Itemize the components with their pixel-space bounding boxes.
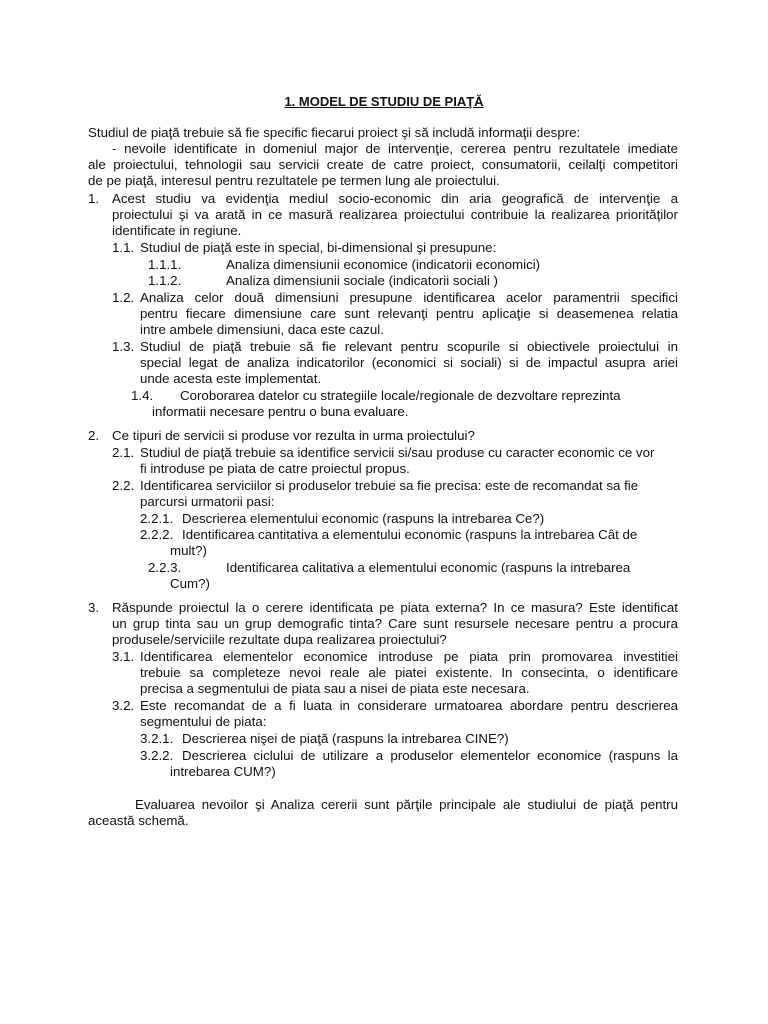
subsection-number: 3.1.: [112, 649, 135, 664]
subsubsection-line: Descrierea ciclului de utilizare a produselor elementelor economice (raspuns la: [182, 748, 678, 763]
subsection-number: 2.1.: [112, 445, 135, 460]
section-line: identificate in regiune.: [112, 223, 242, 238]
intro-line: Studiul de piaţă trebuie să fie specific fiecarui proiect şi să includă informaţii despre:: [88, 125, 581, 140]
subsection-number: 1.3.: [112, 339, 135, 354]
section-number: 2.: [88, 428, 100, 443]
subsection-number: 3.2.: [112, 698, 135, 713]
subsubsection-number: 2.2.1.: [140, 511, 174, 526]
subsubsection-number: 1.1.2.: [148, 273, 182, 288]
closing-line: Evaluarea nevoilor şi Analiza cererii sunt părţile principale ale studiului de piaţă pentru: [135, 797, 678, 812]
subsection-line: Analiza celor două dimensiuni presupune identificarea acelor paramentrii specifici: [140, 290, 678, 305]
subsection-line: unde acesta este implementat.: [140, 371, 322, 386]
subsubsection-line: mult?): [170, 543, 207, 558]
subsection-line: Identificarea elementelor economice introduse pe piata prin promovarea investitiei: [140, 649, 678, 664]
subsubsection-number: 2.2.2.: [140, 527, 174, 542]
section-number: 1.: [88, 191, 100, 206]
subsection-number: 2.2.: [112, 478, 135, 493]
subsection-line: Studiul de piaţă trebuie să fie relevant pentru scopurile si obiectivele proiectului in: [140, 339, 678, 354]
section-line: Răspunde proiectul la o cerere identificata pe piata externa? In ce masura? Este identificat: [112, 600, 678, 615]
intro-line: ale proiectului, tehnologii sau servicii create de catre proiect, consumatorii, ceilalţi competitori: [88, 157, 678, 172]
subsection-line: parcursi urmatorii pasi:: [140, 494, 275, 509]
subsubsection-line: Descrierea nişei de piaţă (raspuns la intrebarea CINE?): [182, 731, 509, 746]
subsection-line: Studiul de piaţă este in special, bi-dimensional şi presupune:: [140, 240, 497, 255]
subsection-number: 1.1.: [112, 240, 135, 255]
subsubsection-line: Identificarea calitativa a elementului economic (raspuns la intrebarea: [226, 560, 631, 575]
subsection-line: Studiul de piaţă trebuie sa identifice servicii si/sau produse cu caracter economic ce vor: [140, 445, 655, 460]
subsubsection-number: 3.2.1.: [140, 731, 174, 746]
subsubsection-number: 1.1.1.: [148, 257, 182, 272]
subsection-line: fi introduse pe piata de catre proiectul propus.: [140, 461, 410, 476]
section-line: proiectului şi va arată in ce masură realizarea proiectului contribuie la realizarea priorităţilor: [112, 207, 678, 222]
subsection-number: 1.2.: [112, 290, 135, 305]
subsection-line: intre ambele dimensiuni, daca este cazul.: [140, 322, 384, 337]
page-title: 1. MODEL DE STUDIU DE PIAŢĂ: [284, 94, 484, 109]
subsection-line: Coroborarea datelor cu strategiile locale/regionale de dezvoltare reprezinta: [180, 388, 621, 403]
intro-line: - nevoile identificate in domeniul major de intervenţie, cererea pentru rezultatele imediate: [112, 141, 678, 156]
subsection-line: trebuie sa completeze nevoi reale ale piatei existente. In consecinta, o identificare: [140, 665, 678, 680]
closing-line: această schemă.: [88, 813, 189, 828]
subsubsection-line: Analiza dimensiunii sociale (indicatorii sociali ): [226, 273, 498, 288]
section-line: Ce tipuri de servicii si produse vor rezulta in urma proiectului?: [112, 428, 475, 443]
subsection-number: 1.4.: [131, 388, 154, 403]
subsubsection-line: Identificarea cantitativa a elementului economic (raspuns la intrebarea Cât de: [182, 527, 638, 542]
section-number: 3.: [88, 600, 100, 615]
intro-line: de pe piaţă, interesul pentru rezultatele pe termen lung ale proiectului.: [88, 173, 500, 188]
subsubsection-number: 2.2.3.: [148, 560, 182, 575]
subsubsection-number: 3.2.2.: [140, 748, 174, 763]
subsubsection-line: Descrierea elementului economic (raspuns la intrebarea Ce?): [182, 511, 545, 526]
subsubsection-line: Cum?): [170, 576, 210, 591]
section-line: Acest studiu va evidenţia mediul socio-economic din aria geografică de intervenţie a: [112, 191, 678, 206]
subsubsection-line: Analiza dimensiunii economice (indicatorii economici): [226, 257, 541, 272]
subsection-line: segmentului de piata:: [140, 714, 267, 729]
subsubsection-line: intrebarea CUM?): [170, 764, 276, 779]
subsection-line: special legat de analiza indicatorilor (economici si sociali) si de impactul asupra ariei: [140, 355, 678, 370]
subsection-line: Identificarea serviciilor si produselor trebuie sa fie precisa: este de recomandat sa fie: [140, 478, 639, 493]
subsection-line: pentru fiecare dimensiune care sunt relevanţi pentru aplicaţie si deasemenea relatia: [140, 306, 678, 321]
subsection-line: informatii necesare pentru o buna evaluare.: [152, 404, 409, 419]
subsection-line: precisa a segmentului de piata sau a nisei de piata este necesara.: [140, 681, 530, 696]
subsection-line: Este recomandat de a fi luata in considerare urmatoarea abordare pentru descrierea: [140, 698, 678, 713]
section-line: un grup tinta sau un grup demografic tinta? Care sunt resursele necesare pentru a procura: [112, 616, 678, 631]
section-line: produsele/serviciile rezultate dupa realizarea proiectului?: [112, 632, 447, 647]
